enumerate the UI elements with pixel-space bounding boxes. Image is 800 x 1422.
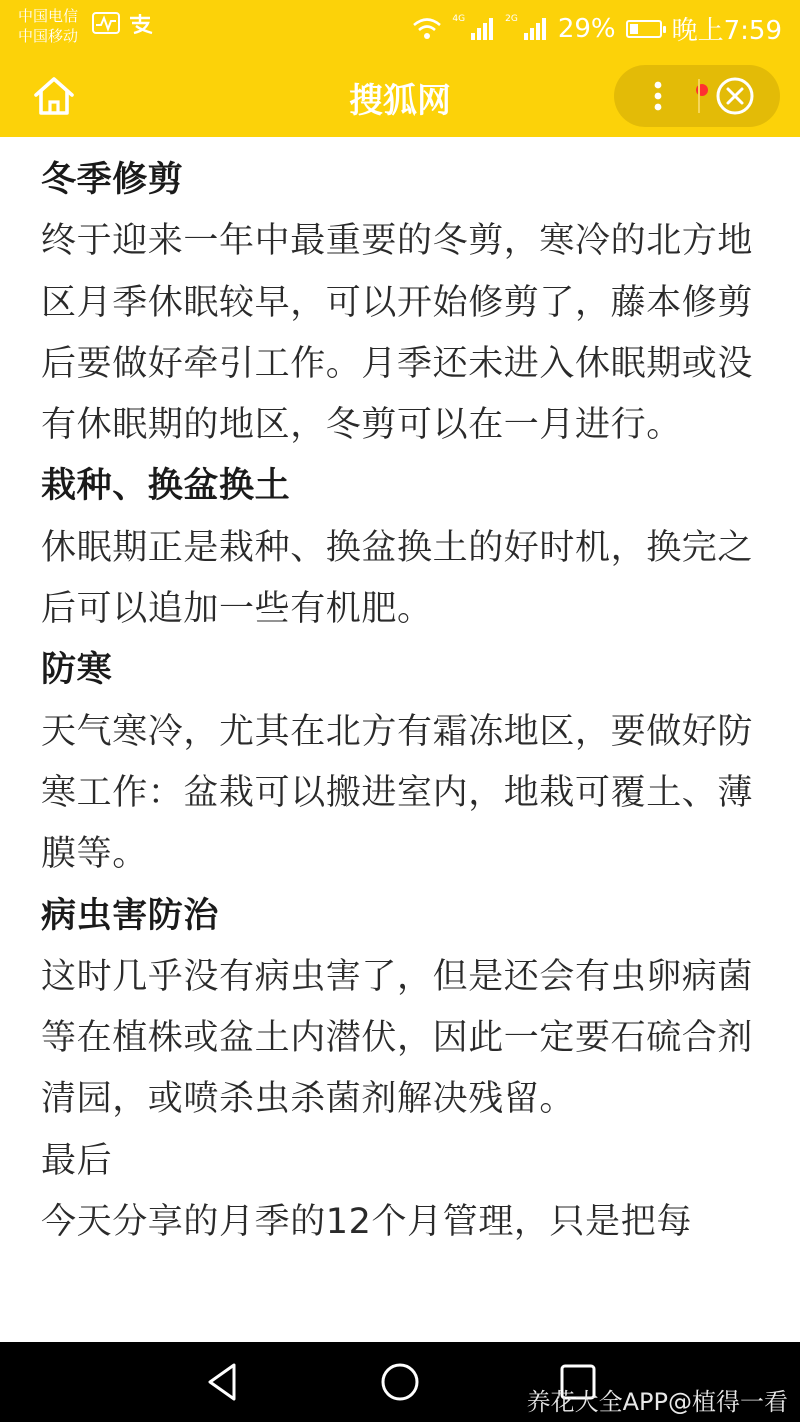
battery-percent: 29% [557,13,616,44]
home-nav-icon[interactable] [378,1360,422,1404]
wifi-icon [412,17,442,41]
status-indicators [412,10,782,47]
signal-icon-2 [522,17,548,41]
network-type-1: 4G [452,13,466,24]
closing-text: 今天分享的月季的12个月管理，只是把每 [41,1202,692,1243]
network-type-2: 2G [505,13,518,24]
mini-program-capsule [614,65,780,127]
section-heading: 病虫害防治 [41,895,220,936]
more-button[interactable] [642,73,686,119]
article-content [41,150,766,1253]
section-heading: 栽种、换盆换土 [41,466,291,507]
battery-level [630,24,638,34]
status-bar [0,0,800,55]
section-body: 天气寒冷，尤其在北方有霜冻地区，要做好防寒工作：盆栽可以搬进室内，地栽可覆土、薄膜等。 [41,711,754,875]
signal-icon-1 [469,17,495,41]
close-button[interactable] [715,76,755,116]
section-heading: 防寒 [41,650,113,691]
battery-icon [626,20,662,38]
section-body: 休眠期正是栽种、换盆换土的好时机，换完之后可以追加一些有机肥。 [41,527,754,630]
back-icon[interactable] [200,1360,244,1404]
more-dots-icon [642,73,686,119]
clock: 晚上7:59 [671,16,782,46]
carrier-1: 中国电信 [18,7,79,25]
section-body: 终于迎来一年中最重要的冬剪，寒冷的北方地区月季休眠较早，可以开始修剪了，藤本修剪后要做好牵引工作。月季还未进入休眠期或没有休眠期的地区，冬剪可以在一月进行。 [41,221,754,446]
section-heading: 冬季修剪 [41,160,184,200]
page-title: 搜狐网 [349,81,451,121]
closing-label: 最后 [41,1140,113,1181]
watermark: 养花大全APP@植得一看 [526,1388,788,1416]
capsule-divider [698,79,700,113]
carrier-2: 中国移动 [18,27,79,45]
app-bar [0,55,800,137]
activity-icon [92,12,120,34]
alipay-icon [126,12,154,36]
carrier-info [18,6,78,46]
section-body: 这时几乎没有病虫害了，但是还会有虫卵病菌等在植株或盆土内潜伏，因此一定要石硫合剂清园，或喷杀虫杀菌剂解决残留。 [41,956,754,1120]
